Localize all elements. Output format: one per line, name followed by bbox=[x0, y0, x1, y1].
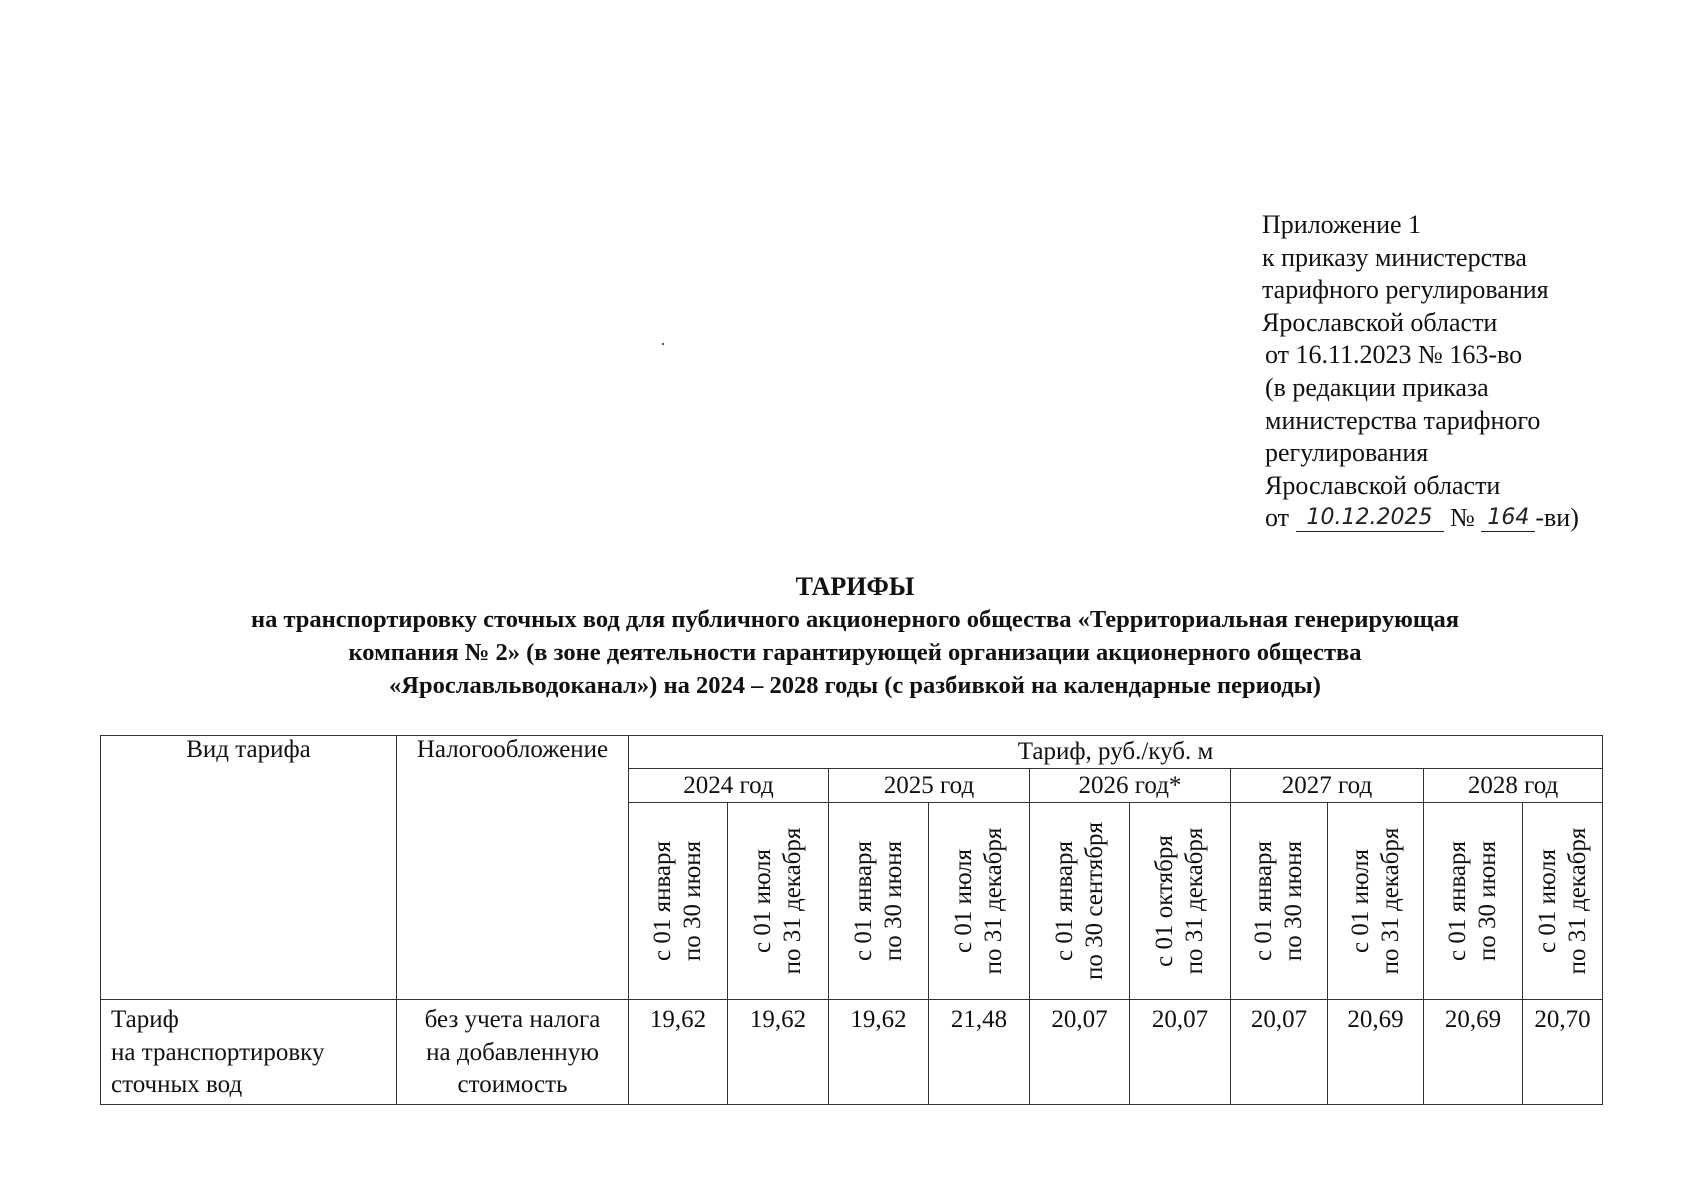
cell-value: 20,69 bbox=[1328, 1000, 1424, 1105]
title-line: на транспортировку сточных вод для публичного акционерного общества «Территориальная генерирующая bbox=[250, 606, 1460, 633]
cell-value: 20,70 bbox=[1523, 1000, 1603, 1105]
header-period: с 01 июля по 31 декабря bbox=[1328, 803, 1424, 1000]
appendix-line: Приложение 1 bbox=[1262, 210, 1422, 239]
handwritten-number: 164 bbox=[1481, 505, 1535, 532]
cell-value: 19,62 bbox=[829, 1000, 929, 1105]
appendix-line: тарифного регулирования bbox=[1262, 275, 1549, 305]
header-year: 2027 год bbox=[1231, 769, 1424, 803]
handwritten-date: 10.12.2025 bbox=[1296, 505, 1444, 532]
header-tariff-kind: Вид тарифа bbox=[101, 736, 397, 1000]
appendix-line: (в редакции приказа bbox=[1265, 372, 1489, 402]
header-period: с 01 июля по 31 декабря bbox=[1523, 803, 1603, 1000]
header-period: с 01 января по 30 июня bbox=[629, 803, 728, 1000]
header-year: 2024 год bbox=[629, 769, 829, 803]
title-line: компания № 2» (в зоне деятельности гарантирующей организации акционерного общества bbox=[348, 639, 1362, 666]
cell-value: 20,69 bbox=[1424, 1000, 1523, 1105]
cell-value: 19,62 bbox=[728, 1000, 829, 1105]
header-year: 2025 год bbox=[829, 769, 1030, 803]
table-row bbox=[101, 1000, 1603, 1105]
header-taxation: Налогообложение bbox=[397, 736, 629, 1000]
appendix-line: Ярославской области bbox=[1265, 470, 1501, 500]
cell-value: 20,07 bbox=[1130, 1000, 1231, 1105]
cell-value: 20,07 bbox=[1231, 1000, 1328, 1105]
order-suffix: -ви) bbox=[1535, 503, 1579, 533]
header-period: с 01 января по 30 июня bbox=[1231, 803, 1328, 1000]
header-year: 2028 год bbox=[1424, 769, 1603, 803]
appendix-line: министерства тарифного bbox=[1265, 405, 1541, 435]
header-period: с 01 января по 30 сентября bbox=[1030, 803, 1130, 1000]
from-prefix: от bbox=[1265, 503, 1290, 533]
cell-value: 19,62 bbox=[629, 1000, 728, 1105]
scan-speck bbox=[662, 343, 664, 345]
appendix-line: от 16.11.2023 № 163-во bbox=[1265, 340, 1523, 370]
header-tariff-rate: Тариф, руб./куб. м bbox=[629, 736, 1603, 769]
title-line: «Ярославльводоканал») на 2024 – 2028 годы (с разбивкой на календарные периоды) bbox=[389, 672, 1321, 699]
appendix-line: Ярославской области bbox=[1262, 307, 1498, 337]
title-heading: ТАРИФЫ bbox=[795, 572, 915, 601]
header-period: с 01 октября по 31 декабря bbox=[1130, 803, 1231, 1000]
header-period: с 01 января по 30 июня bbox=[829, 803, 929, 1000]
appendix-signature-line bbox=[1262, 502, 1579, 535]
cell-tariff-kind: Тариф на транспортировку сточных вод bbox=[101, 1000, 397, 1105]
header-year: 2026 год* bbox=[1030, 769, 1231, 803]
cell-value: 21,48 bbox=[929, 1000, 1030, 1105]
number-sign: № bbox=[1450, 503, 1475, 533]
appendix-block bbox=[1262, 209, 1579, 535]
appendix-line: к приказу министерства bbox=[1262, 242, 1527, 272]
tariff-table bbox=[100, 735, 1603, 1105]
document-title bbox=[100, 570, 1610, 702]
header-period: с 01 июля по 31 декабря bbox=[728, 803, 829, 1000]
header-period: с 01 июля по 31 декабря bbox=[929, 803, 1030, 1000]
cell-value: 20,07 bbox=[1030, 1000, 1130, 1105]
header-period: с 01 января по 30 июня bbox=[1424, 803, 1523, 1000]
cell-taxation: без учета налога на добавленную стоимость bbox=[397, 1000, 629, 1105]
appendix-line: регулирования bbox=[1265, 438, 1429, 468]
